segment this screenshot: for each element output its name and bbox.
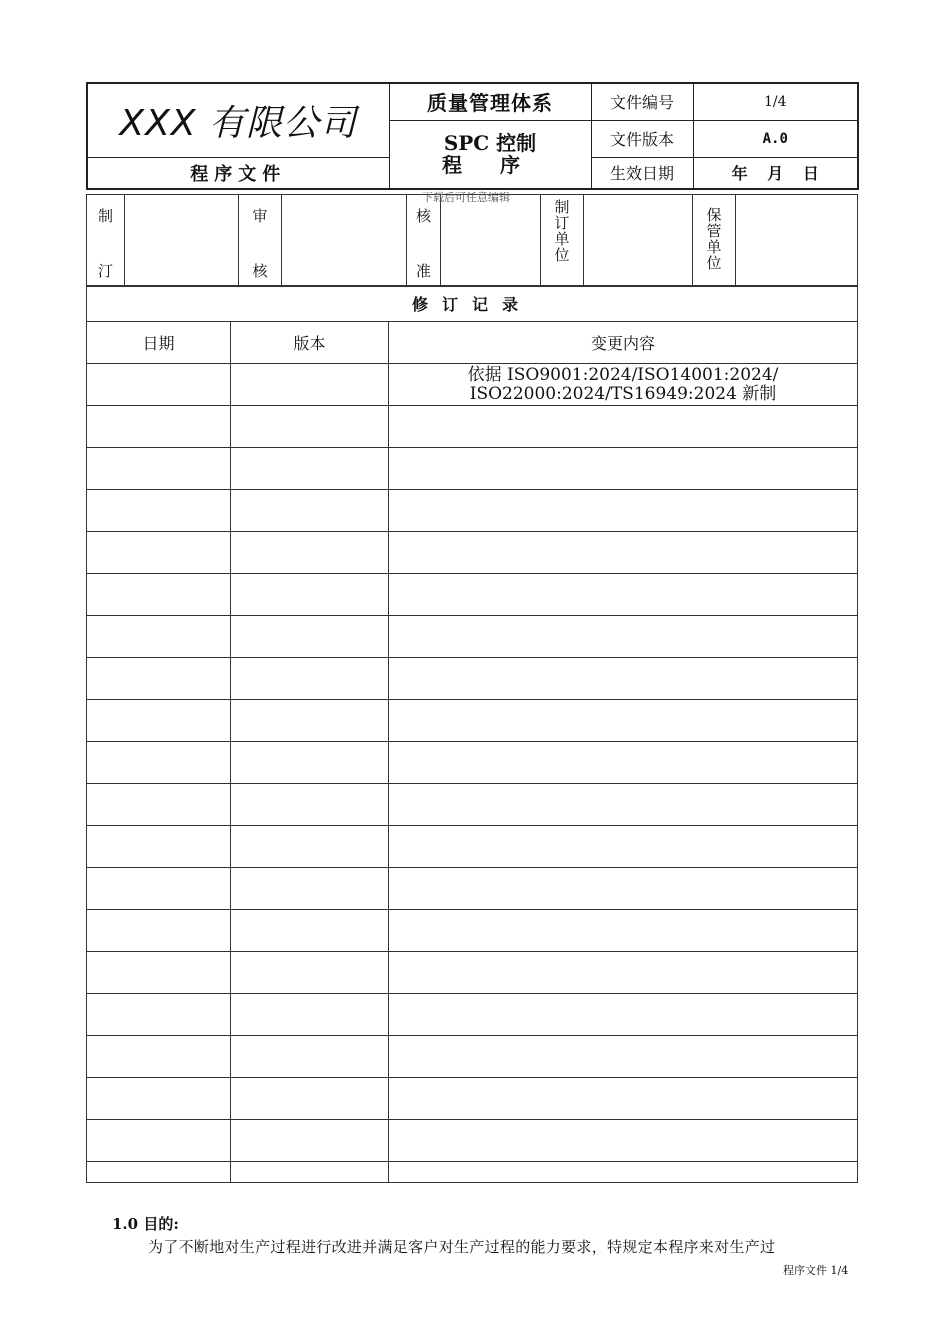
- table-row: [87, 700, 858, 742]
- empty-cell[interactable]: [231, 448, 389, 490]
- doc-no-value: 1/4: [693, 83, 858, 120]
- empty-cell[interactable]: [231, 1120, 389, 1162]
- empty-cell[interactable]: [389, 910, 858, 952]
- empty-cell[interactable]: [231, 658, 389, 700]
- header-table: [86, 82, 859, 190]
- empty-cell[interactable]: [231, 532, 389, 574]
- table-row: [87, 994, 858, 1036]
- empty-cell[interactable]: [231, 700, 389, 742]
- table-row: [87, 532, 858, 574]
- col-version: 版本: [231, 322, 389, 364]
- doc-title: [389, 120, 591, 189]
- empty-cell[interactable]: [87, 952, 231, 994]
- empty-cell[interactable]: [231, 784, 389, 826]
- version-label: 文件版本: [591, 120, 693, 157]
- empty-cell[interactable]: [87, 868, 231, 910]
- empty-cell[interactable]: [389, 784, 858, 826]
- empty-cell[interactable]: [389, 868, 858, 910]
- table-row: [87, 364, 858, 406]
- table-row: [87, 1120, 858, 1162]
- empty-cell[interactable]: [389, 448, 858, 490]
- empty-cell[interactable]: [389, 826, 858, 868]
- table-row: [87, 910, 858, 952]
- empty-cell[interactable]: [389, 700, 858, 742]
- empty-cell[interactable]: [389, 952, 858, 994]
- table-row: [87, 448, 858, 490]
- table-row: [87, 1078, 858, 1120]
- keeper-value[interactable]: [736, 195, 858, 287]
- doc-type: 程序文件: [87, 157, 389, 189]
- col-date: 日期: [87, 322, 231, 364]
- effective-date-value: 年 月 日: [693, 157, 858, 189]
- col-content: 变更内容: [389, 322, 858, 364]
- version-value: A.0: [693, 120, 858, 157]
- empty-cell[interactable]: [231, 742, 389, 784]
- empty-cell[interactable]: [87, 1078, 231, 1120]
- table-row: [87, 742, 858, 784]
- empty-cell[interactable]: [389, 406, 858, 448]
- row-date[interactable]: [87, 364, 231, 406]
- empty-cell[interactable]: [87, 1036, 231, 1078]
- table-row: [87, 868, 858, 910]
- empty-cell[interactable]: [87, 700, 231, 742]
- table-row: [87, 490, 858, 532]
- page-footer: 程序文件 1/4: [783, 1264, 849, 1277]
- reviewed-label: 审 核: [239, 195, 282, 287]
- approved-signature[interactable]: [441, 195, 541, 287]
- issuer-value[interactable]: [584, 195, 693, 287]
- approval-table: [86, 194, 858, 287]
- empty-cell[interactable]: [389, 1120, 858, 1162]
- table-row: [87, 1036, 858, 1078]
- doc-title-line1: SPC 控制: [443, 131, 537, 156]
- approved-label: 核 准: [407, 195, 441, 287]
- empty-cell[interactable]: [389, 658, 858, 700]
- section-heading: 1.0 目的:: [112, 1215, 179, 1233]
- reviewed-signature[interactable]: [282, 195, 407, 287]
- empty-cell[interactable]: [231, 910, 389, 952]
- empty-cell[interactable]: [87, 406, 231, 448]
- keeper-label: 保管单位: [693, 195, 736, 287]
- empty-cell[interactable]: [231, 490, 389, 532]
- empty-cell[interactable]: [87, 616, 231, 658]
- doc-title-line2: 程序: [442, 153, 558, 178]
- table-row: [87, 784, 858, 826]
- empty-cell[interactable]: [231, 574, 389, 616]
- watermark: 下载后可任意编辑: [422, 191, 510, 204]
- prepared-signature[interactable]: [125, 195, 239, 287]
- empty-cell[interactable]: [87, 742, 231, 784]
- empty-cell[interactable]: [389, 490, 858, 532]
- issuer-label: 制订单位: [541, 195, 584, 287]
- row-version[interactable]: [231, 364, 389, 406]
- empty-cell[interactable]: [389, 574, 858, 616]
- empty-cell[interactable]: [231, 952, 389, 994]
- table-row-last[interactable]: [87, 1162, 231, 1183]
- empty-cell[interactable]: [231, 616, 389, 658]
- empty-cell[interactable]: [231, 1036, 389, 1078]
- empty-cell[interactable]: [87, 490, 231, 532]
- empty-cell[interactable]: [87, 574, 231, 616]
- empty-cell[interactable]: [87, 784, 231, 826]
- revision-title: 修订记录: [87, 286, 858, 322]
- empty-cell[interactable]: [389, 994, 858, 1036]
- empty-cell[interactable]: [389, 532, 858, 574]
- doc-no-label: 文件编号: [591, 83, 693, 120]
- section-text: 为了不断地对生产过程进行改进并满足客户对生产过程的能力要求，特规定本程序来对生产过: [148, 1238, 776, 1256]
- empty-cell[interactable]: [389, 742, 858, 784]
- empty-cell[interactable]: [87, 826, 231, 868]
- table-row: [87, 658, 858, 700]
- empty-cell[interactable]: [231, 406, 389, 448]
- empty-cell[interactable]: [87, 448, 231, 490]
- revision-table: [86, 285, 858, 1183]
- empty-cell[interactable]: [87, 532, 231, 574]
- prepared-label: 制 汀: [87, 195, 125, 287]
- empty-cell[interactable]: [87, 658, 231, 700]
- empty-cell[interactable]: [87, 910, 231, 952]
- table-row: [87, 952, 858, 994]
- empty-cell[interactable]: [87, 994, 231, 1036]
- empty-cell[interactable]: [231, 994, 389, 1036]
- empty-cell[interactable]: [87, 1120, 231, 1162]
- company-name: XXX 有限公司: [87, 83, 389, 157]
- empty-cell[interactable]: [389, 616, 858, 658]
- empty-cell[interactable]: [389, 1078, 858, 1120]
- table-row: [87, 826, 858, 868]
- table-row: [87, 616, 858, 658]
- empty-cell[interactable]: [231, 826, 389, 868]
- table-row: [87, 406, 858, 448]
- table-row: [87, 574, 858, 616]
- empty-cell[interactable]: [231, 1078, 389, 1120]
- empty-cell[interactable]: [231, 868, 389, 910]
- effective-date-label: 生效日期: [591, 157, 693, 189]
- row-content[interactable]: 依据 ISO9001:2024/ISO14001:2024/ ISO22000:2024/TS16949:2024 新制: [389, 364, 858, 406]
- empty-cell[interactable]: [389, 1036, 858, 1078]
- system-name: 质量管理体系: [389, 83, 591, 120]
